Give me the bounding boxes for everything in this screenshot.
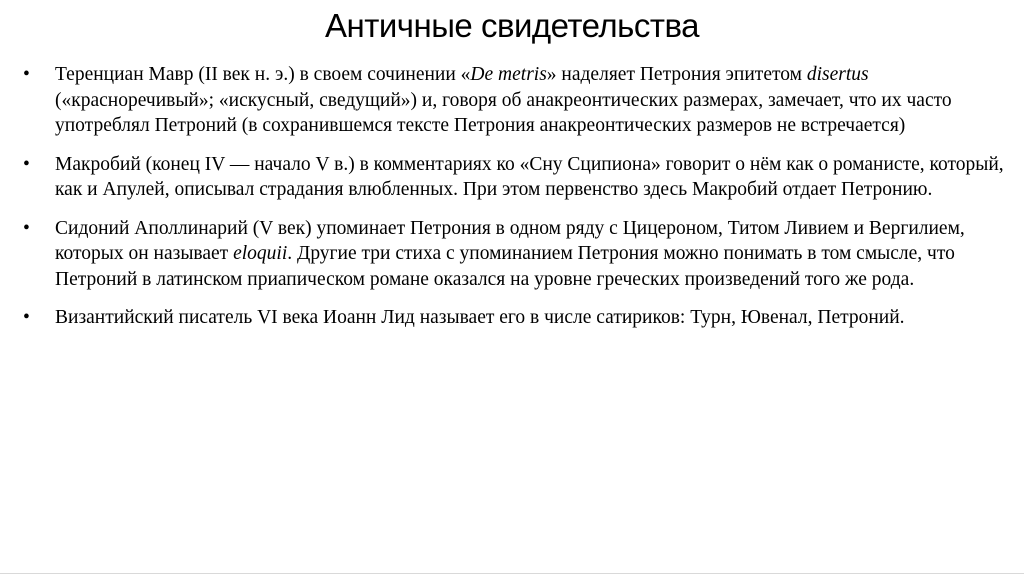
slide-title: Античные свидетельства bbox=[325, 7, 699, 44]
bullet-marker: • bbox=[23, 307, 30, 328]
italic-text-run: De metris bbox=[470, 64, 547, 85]
bullet-text bbox=[55, 218, 965, 290]
text-run: Макробий (конец IV — начало V в.) в комментариях ко «Сну Сципиона» говорит о нём как о романисте, который, как и Апулей, описывал страдания влюбленных. При этом первенство здесь Макробий отдает Петронию. bbox=[55, 153, 1004, 200]
bullet-item-4 bbox=[21, 305, 1008, 331]
text-run: Византийский писатель VI века Иоанн Лид называет его в числе сатириков: Турн, Ювенал, Петроний. bbox=[55, 307, 905, 328]
bullet-marker: • bbox=[23, 217, 30, 239]
bullet-text bbox=[55, 307, 905, 328]
bullet-list bbox=[21, 62, 1008, 344]
text-run: . Другие три стиха с упоминанием Петрония можно понимать в том смысле, что Петроний в латинском приапическом романе оказался на уровне греческих произведений того же рода. bbox=[55, 243, 955, 290]
text-run: Сидоний Аполлинарий (V век) упоминает Петрония в одном ряду с Цицероном, Титом Ливием и Вергилием, которых он называет bbox=[55, 217, 965, 264]
bullet-item-3 bbox=[21, 216, 1008, 293]
bullet-item-2 bbox=[21, 152, 1008, 203]
text-run: Теренциан Мавр (II век н. э.) в своем сочинении « bbox=[55, 64, 471, 85]
text-run: » наделяет Петрония эпитетом bbox=[546, 64, 807, 85]
bullet-text bbox=[55, 64, 952, 136]
bullet-marker: • bbox=[23, 64, 30, 85]
bullet-text bbox=[55, 154, 1004, 201]
bullet-item-1 bbox=[21, 62, 1008, 139]
italic-text-run: eloquii bbox=[233, 243, 288, 264]
bullet-marker: • bbox=[23, 153, 30, 175]
text-run: («красноречивый»; «искусный, сведущий») и, говоря об анакреонтических размерах, замечает, что их часто употреблял Петроний (в сохранившемся тексте Петрония анакреонтических размеров не встречается) bbox=[55, 89, 952, 136]
italic-text-run: disertus bbox=[806, 64, 869, 85]
